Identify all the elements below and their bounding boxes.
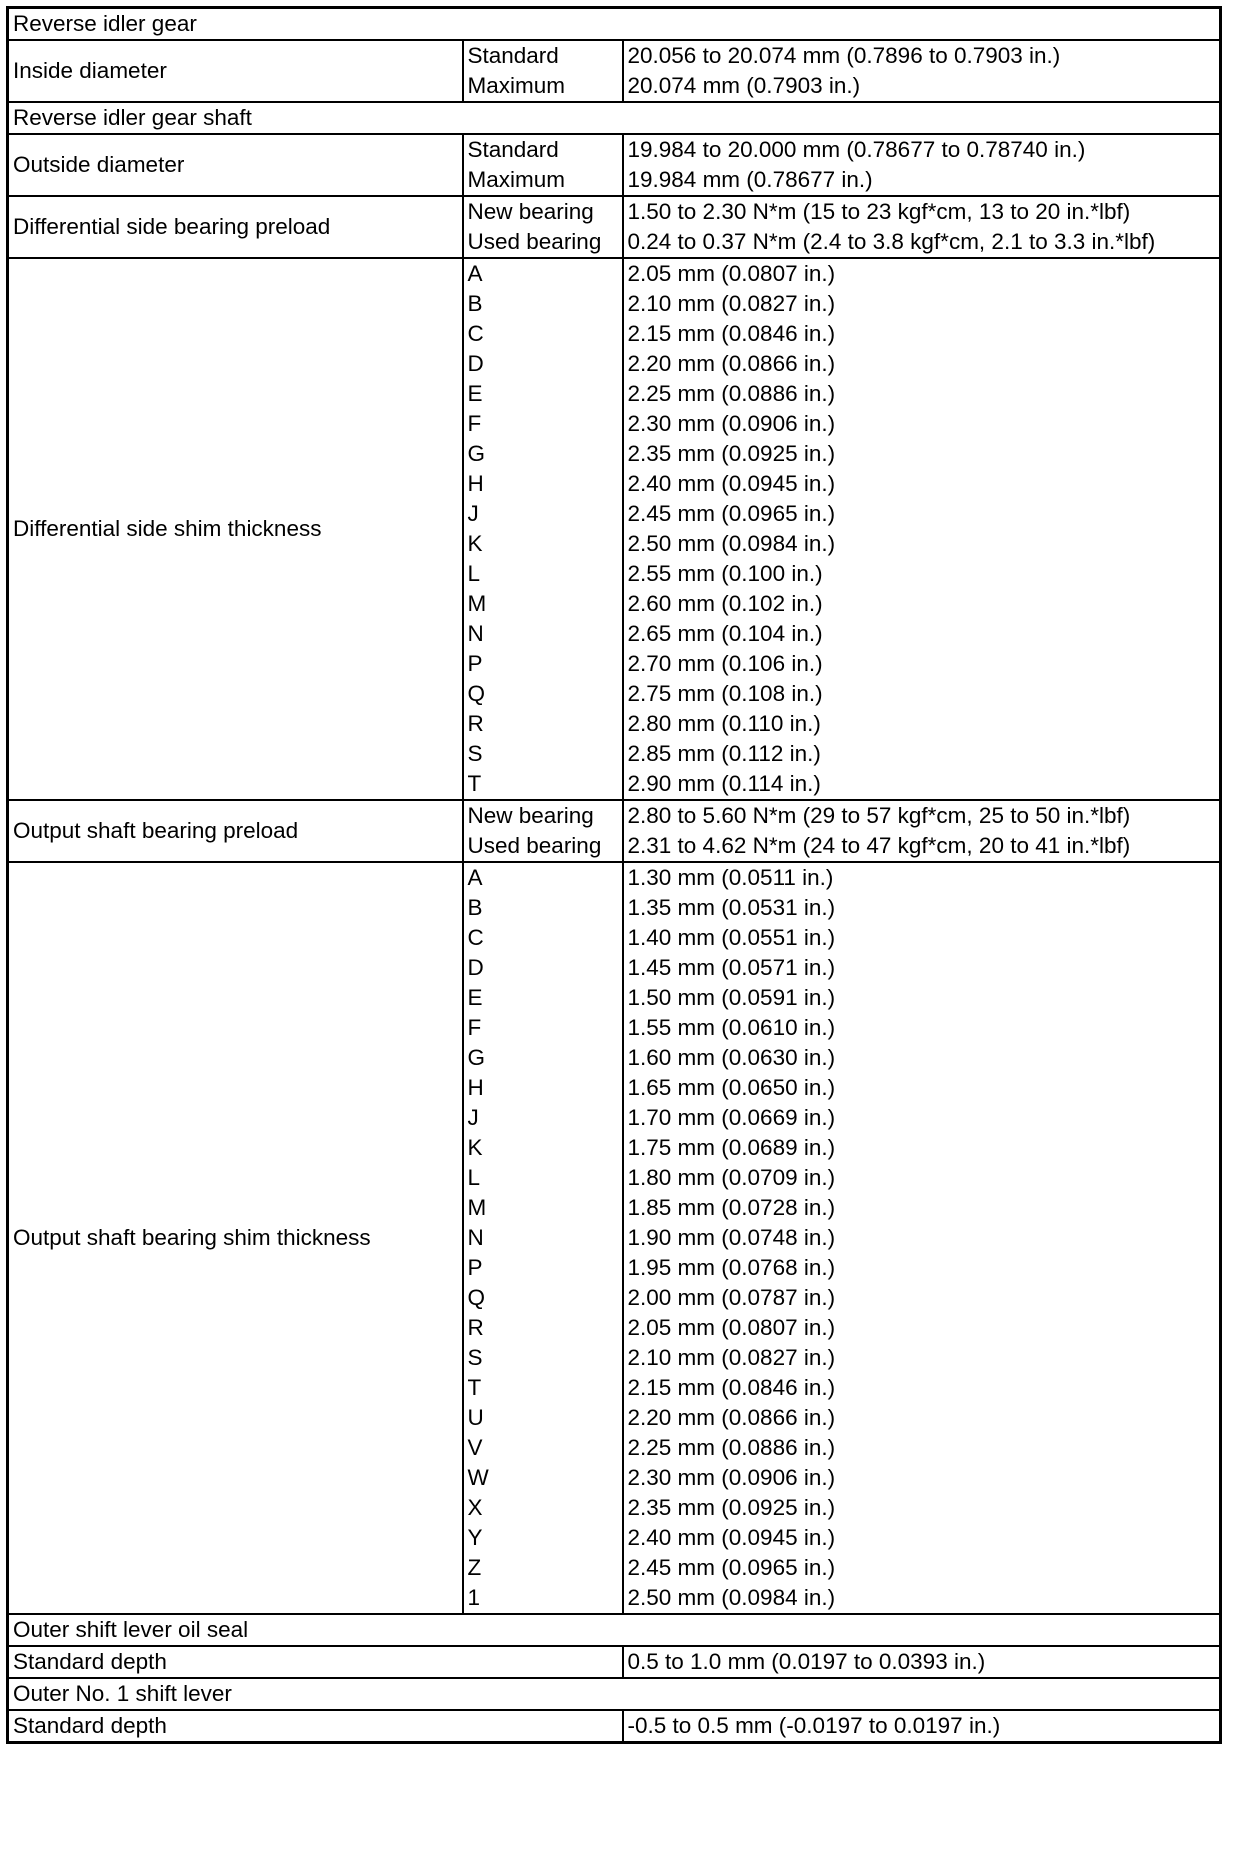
spec-condition-label: J xyxy=(467,1105,479,1130)
section-header xyxy=(8,102,1221,134)
spec-condition-label: Z xyxy=(467,1555,482,1580)
spec-value-cell xyxy=(623,1710,1221,1743)
spec-condition-label: M xyxy=(467,1195,487,1220)
spec-condition-label: Standard xyxy=(467,43,559,68)
spec-sheet xyxy=(6,6,1219,1744)
spec-value: 2.80 to 5.60 N*m (29 to 57 kgf*cm, 25 to 50 in.*lbf) xyxy=(627,803,1131,828)
spec-item-label: Standard depth xyxy=(13,1713,167,1738)
spec-value: 20.056 to 20.074 mm (0.7896 to 0.7903 in.) xyxy=(627,43,1061,68)
spec-item-label: Inside diameter xyxy=(13,58,167,83)
spec-condition-label: New bearing xyxy=(467,199,594,224)
spec-row xyxy=(8,862,1221,1614)
spec-value: 1.95 mm (0.0768 in.) xyxy=(627,1255,836,1280)
spec-condition-cell xyxy=(463,800,623,862)
spec-value: 2.65 mm (0.104 in.) xyxy=(627,621,823,646)
spec-value: 1.55 mm (0.0610 in.) xyxy=(627,1015,836,1040)
spec-item-label: Standard depth xyxy=(13,1649,167,1674)
spec-value: 2.05 mm (0.0807 in.) xyxy=(627,1315,836,1340)
spec-condition-label: V xyxy=(467,1435,483,1460)
spec-value: 1.50 mm (0.0591 in.) xyxy=(627,985,836,1010)
spec-value: 2.20 mm (0.0866 in.) xyxy=(627,1405,836,1430)
spec-condition-label: K xyxy=(467,531,483,556)
spec-item-label: Output shaft bearing shim thickness xyxy=(13,1225,371,1250)
spec-value: 2.30 mm (0.0906 in.) xyxy=(627,1465,836,1490)
spec-value: 2.05 mm (0.0807 in.) xyxy=(627,261,836,286)
spec-value: 1.60 mm (0.0630 in.) xyxy=(627,1045,836,1070)
spec-condition-label: H xyxy=(467,471,484,496)
spec-value-cell xyxy=(623,196,1221,258)
spec-condition-label: E xyxy=(467,381,483,406)
spec-value: 2.50 mm (0.0984 in.) xyxy=(627,1585,836,1610)
spec-value: 1.80 mm (0.0709 in.) xyxy=(627,1165,836,1190)
spec-condition-label: Y xyxy=(467,1525,483,1550)
spec-value-cell xyxy=(623,862,1221,1614)
spec-row xyxy=(8,196,1221,258)
spec-condition-label: F xyxy=(467,1015,482,1040)
spec-row xyxy=(8,134,1221,196)
spec-condition-label: J xyxy=(467,501,479,526)
spec-row xyxy=(8,1646,1221,1678)
spec-value: 2.85 mm (0.112 in.) xyxy=(627,741,821,766)
spec-condition-label: H xyxy=(467,1075,484,1100)
spec-value: 1.40 mm (0.0551 in.) xyxy=(627,925,836,950)
spec-value: 2.55 mm (0.100 in.) xyxy=(627,561,823,586)
spec-value: 2.40 mm (0.0945 in.) xyxy=(627,1525,836,1550)
spec-row xyxy=(8,40,1221,102)
spec-item-cell xyxy=(8,196,463,258)
spec-value: 1.75 mm (0.0689 in.) xyxy=(627,1135,836,1160)
spec-value-cell xyxy=(623,800,1221,862)
spec-condition-label: A xyxy=(467,261,483,286)
spec-value: 2.15 mm (0.0846 in.) xyxy=(627,321,836,346)
spec-value: 0.5 to 1.0 mm (0.0197 to 0.0393 in.) xyxy=(627,1649,986,1674)
spec-condition-label: Maximum xyxy=(467,73,566,98)
spec-condition-label: B xyxy=(467,291,483,316)
spec-value: 2.30 mm (0.0906 in.) xyxy=(627,411,836,436)
spec-value: 1.85 mm (0.0728 in.) xyxy=(627,1195,836,1220)
spec-row xyxy=(8,800,1221,862)
section-header-row xyxy=(8,102,1221,134)
spec-condition-cell xyxy=(463,196,623,258)
spec-value: 2.10 mm (0.0827 in.) xyxy=(627,1345,836,1370)
spec-value: 20.074 mm (0.7903 in.) xyxy=(627,73,861,98)
spec-value-cell xyxy=(623,134,1221,196)
spec-item-label: Differential side bearing preload xyxy=(13,214,331,239)
spec-condition-label: L xyxy=(467,561,481,586)
spec-value: 1.35 mm (0.0531 in.) xyxy=(627,895,836,920)
spec-condition-label: S xyxy=(467,1345,483,1370)
spec-value: 1.30 mm (0.0511 in.) xyxy=(627,865,834,890)
spec-item-cell xyxy=(8,1710,623,1743)
spec-value: 1.65 mm (0.0650 in.) xyxy=(627,1075,836,1100)
spec-item-cell xyxy=(8,1646,623,1678)
spec-condition-label: F xyxy=(467,411,482,436)
spec-condition-label: S xyxy=(467,741,483,766)
spec-item-cell xyxy=(8,134,463,196)
spec-condition-label: 1 xyxy=(467,1585,481,1610)
spec-value: 1.50 to 2.30 N*m (15 to 23 kgf*cm, 13 to 20 in.*lbf) xyxy=(627,199,1131,224)
spec-value: 2.10 mm (0.0827 in.) xyxy=(627,291,836,316)
spec-condition-label: B xyxy=(467,895,483,920)
spec-condition-label: Standard xyxy=(467,137,559,162)
spec-condition-label: L xyxy=(467,1165,481,1190)
spec-condition-label: C xyxy=(467,321,484,346)
spec-condition-label: U xyxy=(467,1405,484,1430)
spec-condition-label: Maximum xyxy=(467,167,566,192)
section-header xyxy=(8,1614,1221,1646)
spec-condition-label: C xyxy=(467,925,484,950)
spec-value: 2.25 mm (0.0886 in.) xyxy=(627,1435,836,1460)
spec-value: 0.24 to 0.37 N*m (2.4 to 3.8 kgf*cm, 2.1 to 3.3 in.*lbf) xyxy=(627,229,1156,254)
spec-condition-label: W xyxy=(467,1465,489,1490)
spec-condition-label: K xyxy=(467,1135,483,1160)
section-header-row xyxy=(8,1614,1221,1646)
spec-value: 1.45 mm (0.0571 in.) xyxy=(627,955,836,980)
spec-value: 2.50 mm (0.0984 in.) xyxy=(627,531,836,556)
spec-value: 1.70 mm (0.0669 in.) xyxy=(627,1105,836,1130)
spec-value-cell xyxy=(623,258,1221,800)
spec-condition-label: E xyxy=(467,985,483,1010)
spec-condition-label: M xyxy=(467,591,487,616)
spec-value: 19.984 mm (0.78677 in.) xyxy=(627,167,873,192)
spec-condition-label: New bearing xyxy=(467,803,594,828)
spec-value: 2.90 mm (0.114 in.) xyxy=(627,771,821,796)
spec-item-cell xyxy=(8,800,463,862)
section-header xyxy=(8,8,1221,41)
spec-condition-label: Used bearing xyxy=(467,229,602,254)
spec-condition-label: G xyxy=(467,1045,486,1070)
spec-condition-label: A xyxy=(467,865,483,890)
spec-value: -0.5 to 0.5 mm (-0.0197 to 0.0197 in.) xyxy=(627,1713,1001,1738)
spec-value: 2.75 mm (0.108 in.) xyxy=(627,681,823,706)
section-header-text: Outer No. 1 shift lever xyxy=(13,1681,232,1706)
spec-condition-cell xyxy=(463,862,623,1614)
spec-item-cell xyxy=(8,862,463,1614)
spec-value: 2.35 mm (0.0925 in.) xyxy=(627,1495,836,1520)
spec-value: 2.00 mm (0.0787 in.) xyxy=(627,1285,836,1310)
spec-condition-label: P xyxy=(467,1255,483,1280)
spec-condition-label: R xyxy=(467,711,484,736)
spec-condition-label: T xyxy=(467,771,482,796)
spec-condition-label: D xyxy=(467,351,484,376)
spec-row xyxy=(8,258,1221,800)
spec-item-label: Differential side shim thickness xyxy=(13,516,322,541)
spec-condition-label: T xyxy=(467,1375,482,1400)
spec-condition-label: P xyxy=(467,651,483,676)
spec-value: 2.35 mm (0.0925 in.) xyxy=(627,441,836,466)
section-header-text: Reverse idler gear xyxy=(13,11,197,36)
spec-item-cell xyxy=(8,40,463,102)
spec-condition-label: G xyxy=(467,441,486,466)
section-header-row xyxy=(8,1678,1221,1710)
spec-value-cell xyxy=(623,1646,1221,1678)
spec-condition-label: N xyxy=(467,1225,484,1250)
spec-value: 2.60 mm (0.102 in.) xyxy=(627,591,823,616)
spec-condition-label: R xyxy=(467,1315,484,1340)
spec-value: 2.20 mm (0.0866 in.) xyxy=(627,351,836,376)
section-header-text: Reverse idler gear shaft xyxy=(13,105,252,130)
spec-value: 19.984 to 20.000 mm (0.78677 to 0.78740 in.) xyxy=(627,137,1086,162)
section-header-row xyxy=(8,8,1221,41)
section-header xyxy=(8,1678,1221,1710)
spec-condition-label: Q xyxy=(467,681,486,706)
spec-condition-label: Q xyxy=(467,1285,486,1310)
spec-condition-cell xyxy=(463,258,623,800)
specification-table-body xyxy=(8,8,1221,1743)
spec-condition-cell xyxy=(463,40,623,102)
spec-condition-label: N xyxy=(467,621,484,646)
spec-value: 2.80 mm (0.110 in.) xyxy=(627,711,821,736)
spec-value: 2.45 mm (0.0965 in.) xyxy=(627,501,836,526)
spec-item-cell xyxy=(8,258,463,800)
spec-value-cell xyxy=(623,40,1221,102)
spec-value: 2.31 to 4.62 N*m (24 to 47 kgf*cm, 20 to 41 in.*lbf) xyxy=(627,833,1131,858)
spec-condition-label: X xyxy=(467,1495,483,1520)
specification-table xyxy=(6,6,1222,1744)
spec-value: 2.70 mm (0.106 in.) xyxy=(627,651,823,676)
spec-item-label: Outside diameter xyxy=(13,152,185,177)
spec-value: 2.15 mm (0.0846 in.) xyxy=(627,1375,836,1400)
spec-value: 2.45 mm (0.0965 in.) xyxy=(627,1555,836,1580)
spec-value: 2.40 mm (0.0945 in.) xyxy=(627,471,836,496)
spec-condition-label: D xyxy=(467,955,484,980)
spec-row xyxy=(8,1710,1221,1743)
spec-value: 1.90 mm (0.0748 in.) xyxy=(627,1225,836,1250)
spec-value: 2.25 mm (0.0886 in.) xyxy=(627,381,836,406)
spec-condition-label: Used bearing xyxy=(467,833,602,858)
section-header-text: Outer shift lever oil seal xyxy=(13,1617,249,1642)
spec-condition-cell xyxy=(463,134,623,196)
spec-item-label: Output shaft bearing preload xyxy=(13,818,299,843)
